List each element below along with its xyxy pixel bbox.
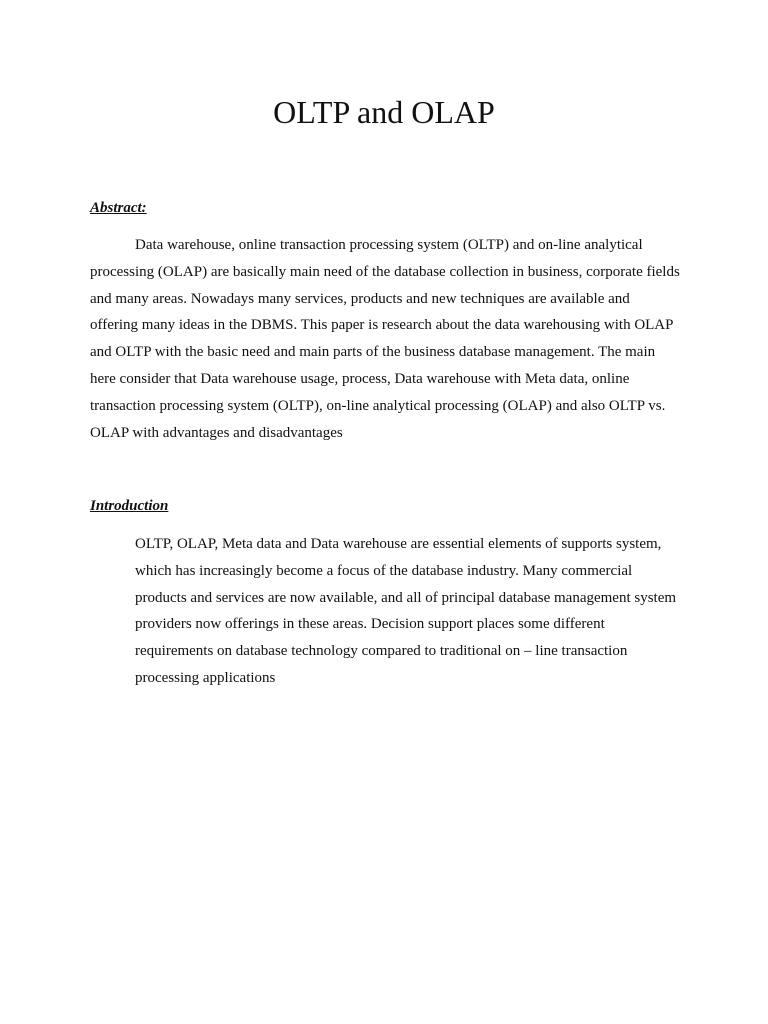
introduction-paragraph: OLTP, OLAP, Meta data and Data warehouse are essential elements of supports system, which has increasingly become a focus of the database industry. Many commercial products and services are now available, and all of principal database management system providers now offerings in these areas. Decision support places some different requirements on database technology compared to traditional on – line transaction processing applications — [135, 536, 677, 686]
page-title: OLTP and OLAP — [273, 94, 495, 130]
abstract-heading: Abstract: — [90, 200, 147, 216]
abstract-paragraph: Data warehouse, online transaction processing system (OLTP) and on-line analytical processing (OLAP) are basically main need of the database collection in business, corporate fields and many areas. Nowadays many services, products and new techniques are available and offering many ideas in the DBMS. This paper is research about the data warehousing with OLAP and OLTP with the basic need and main parts of the business database management. The main here consider that Data warehouse usage, process, Data warehouse with Meta data, online transaction processing system (OLTP), on-line analytical processing (OLAP) and also OLTP vs. OLAP with advantages and disadvantages — [90, 237, 680, 441]
introduction-heading: Introduction — [90, 498, 169, 514]
